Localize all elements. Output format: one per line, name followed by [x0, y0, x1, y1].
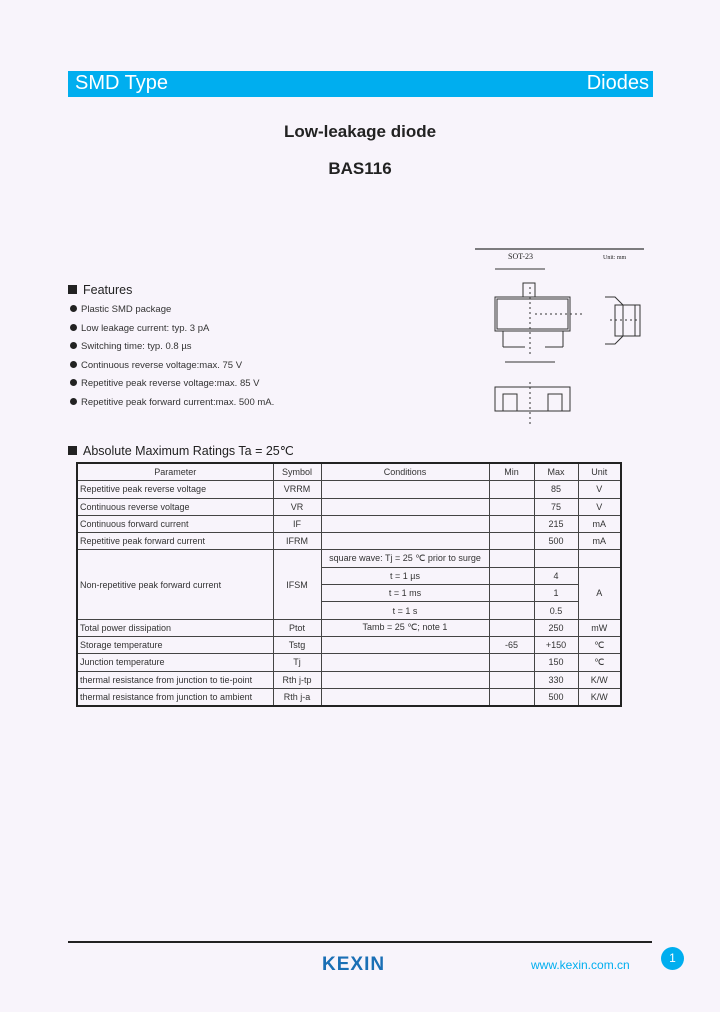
- column-header: Symbol: [273, 463, 321, 481]
- parameter-cell: Non-repetitive peak forward current: [77, 550, 273, 619]
- max-cell: 1: [534, 585, 578, 602]
- parameter-cell: thermal resistance from junction to tie-point: [77, 671, 273, 688]
- min-cell: [489, 550, 534, 567]
- column-header: Min: [489, 463, 534, 481]
- max-cell: 75: [534, 498, 578, 515]
- min-cell: [489, 688, 534, 706]
- unit-cell: ℃: [578, 636, 621, 653]
- conditions-cell: t = 1 µs: [321, 567, 489, 584]
- feature-item: [70, 323, 209, 334]
- conditions-cell: Tamb = 25 ℃; note 1: [321, 619, 489, 636]
- ratings-heading: [68, 443, 294, 458]
- conditions-cell: t = 1 ms: [321, 585, 489, 602]
- min-cell: [489, 498, 534, 515]
- features-heading: [68, 283, 132, 297]
- min-cell: [489, 585, 534, 602]
- package-unit: Unit: mm: [603, 255, 627, 261]
- feature-item: [70, 397, 274, 408]
- unit-cell: mA: [578, 515, 621, 532]
- min-cell: [489, 602, 534, 619]
- header-bar: [68, 71, 653, 97]
- table-row: [77, 671, 621, 688]
- conditions-cell: [321, 654, 489, 671]
- column-header: Conditions: [321, 463, 489, 481]
- table-row: [77, 688, 621, 706]
- feature-text: Switching time: typ. 0.8 µs: [81, 341, 192, 352]
- min-cell: [489, 619, 534, 636]
- min-cell: [489, 533, 534, 550]
- ratings-heading-text: Absolute Maximum Ratings Ta = 25℃: [83, 444, 294, 458]
- parameter-cell: Storage temperature: [77, 636, 273, 653]
- bullet-icon: [70, 361, 77, 368]
- bullet-icon: [70, 379, 77, 386]
- parameter-cell: Total power dissipation: [77, 619, 273, 636]
- unit-cell: mA: [578, 533, 621, 550]
- feature-text: Plastic SMD package: [81, 304, 172, 315]
- bullet-icon: [70, 398, 77, 405]
- max-cell: +150: [534, 636, 578, 653]
- header-type: Diodes: [586, 72, 649, 94]
- unit-cell: V: [578, 498, 621, 515]
- table-row: [77, 636, 621, 653]
- table-header: [77, 463, 621, 481]
- parameter-cell: Repetitive peak reverse voltage: [77, 481, 273, 498]
- doc-title: Low-leakage diode: [283, 122, 437, 141]
- min-cell: [489, 481, 534, 498]
- unit-cell: ℃: [578, 654, 621, 671]
- part-number: BAS116: [328, 159, 392, 178]
- bullet-icon: [70, 324, 77, 331]
- max-cell: 4: [534, 567, 578, 584]
- symbol-cell: IFSM: [273, 550, 321, 619]
- column-header: Max: [534, 463, 578, 481]
- feature-text: Low leakage current: typ. 3 pA: [81, 322, 210, 334]
- max-cell: 215: [534, 515, 578, 532]
- parameter-cell: Repetitive peak forward current: [77, 533, 273, 550]
- feature-text: Repetitive peak forward current:max. 500 mA.: [81, 396, 275, 408]
- parameter-cell: Continuous forward current: [77, 515, 273, 532]
- conditions-cell: [321, 688, 489, 706]
- website-link[interactable]: www.kexin.com.cn: [531, 958, 630, 972]
- unit-cell: mW: [578, 619, 621, 636]
- square-bullet-icon: [68, 446, 77, 455]
- unit-cell: K/W: [578, 688, 621, 706]
- min-cell: [489, 515, 534, 532]
- unit-cell: A: [578, 567, 621, 619]
- column-header: Unit: [578, 463, 621, 481]
- min-cell: [489, 654, 534, 671]
- symbol-cell: VR: [273, 498, 321, 515]
- symbol-cell: Ptot: [273, 619, 321, 636]
- conditions-cell: [321, 481, 489, 498]
- symbol-cell: VRRM: [273, 481, 321, 498]
- symbol-cell: Rth j-tp: [273, 671, 321, 688]
- max-cell: 250: [534, 619, 578, 636]
- conditions-cell: [321, 515, 489, 532]
- symbol-cell: Rth j-a: [273, 688, 321, 706]
- min-cell: -65: [489, 636, 534, 653]
- bullet-icon: [70, 305, 77, 312]
- feature-item: [70, 304, 171, 315]
- table-row: [77, 654, 621, 671]
- kexin-logo: KEXIN: [322, 954, 386, 975]
- table-row: [77, 481, 621, 498]
- unit-cell: K/W: [578, 671, 621, 688]
- conditions-cell: [321, 671, 489, 688]
- feature-item: [70, 360, 242, 371]
- bullet-icon: [70, 342, 77, 349]
- table-row: [77, 498, 621, 515]
- conditions-cell: square wave: Tj = 25 ℃ prior to surge: [321, 550, 489, 567]
- unit-cell: V: [578, 481, 621, 498]
- max-cell: [534, 550, 578, 567]
- feature-text: Repetitive peak reverse voltage:max. 85 V: [81, 378, 260, 389]
- min-cell: [489, 567, 534, 584]
- conditions-cell: t = 1 s: [321, 602, 489, 619]
- package-drawing: [475, 247, 645, 432]
- table-row: [77, 533, 621, 550]
- table-row: [77, 515, 621, 532]
- max-cell: 500: [534, 688, 578, 706]
- symbol-cell: IF: [273, 515, 321, 532]
- feature-text: Continuous reverse voltage:max. 75 V: [81, 359, 243, 371]
- column-header: Parameter: [77, 463, 273, 481]
- max-cell: 500: [534, 533, 578, 550]
- header-category: SMD Type: [75, 72, 168, 94]
- max-cell: 150: [534, 654, 578, 671]
- footer-divider: [68, 941, 652, 943]
- parameter-cell: thermal resistance from junction to ambient: [77, 688, 273, 706]
- conditions-cell: [321, 636, 489, 653]
- feature-item: [70, 341, 192, 352]
- max-cell: 330: [534, 671, 578, 688]
- conditions-cell: [321, 533, 489, 550]
- max-cell: 85: [534, 481, 578, 498]
- table-row: [77, 619, 621, 636]
- parameter-cell: Continuous reverse voltage: [77, 498, 273, 515]
- page-number: 1: [661, 947, 684, 970]
- symbol-cell: Tj: [273, 654, 321, 671]
- table-row: [77, 550, 621, 567]
- square-bullet-icon: [68, 285, 77, 294]
- min-cell: [489, 671, 534, 688]
- ratings-table: [76, 462, 622, 707]
- package-name: SOT-23: [508, 252, 534, 261]
- symbol-cell: Tstg: [273, 636, 321, 653]
- features-heading-text: Features: [83, 283, 133, 297]
- symbol-cell: IFRM: [273, 533, 321, 550]
- conditions-cell: [321, 498, 489, 515]
- max-cell: 0.5: [534, 602, 578, 619]
- feature-item: [70, 378, 259, 389]
- parameter-cell: Junction temperature: [77, 654, 273, 671]
